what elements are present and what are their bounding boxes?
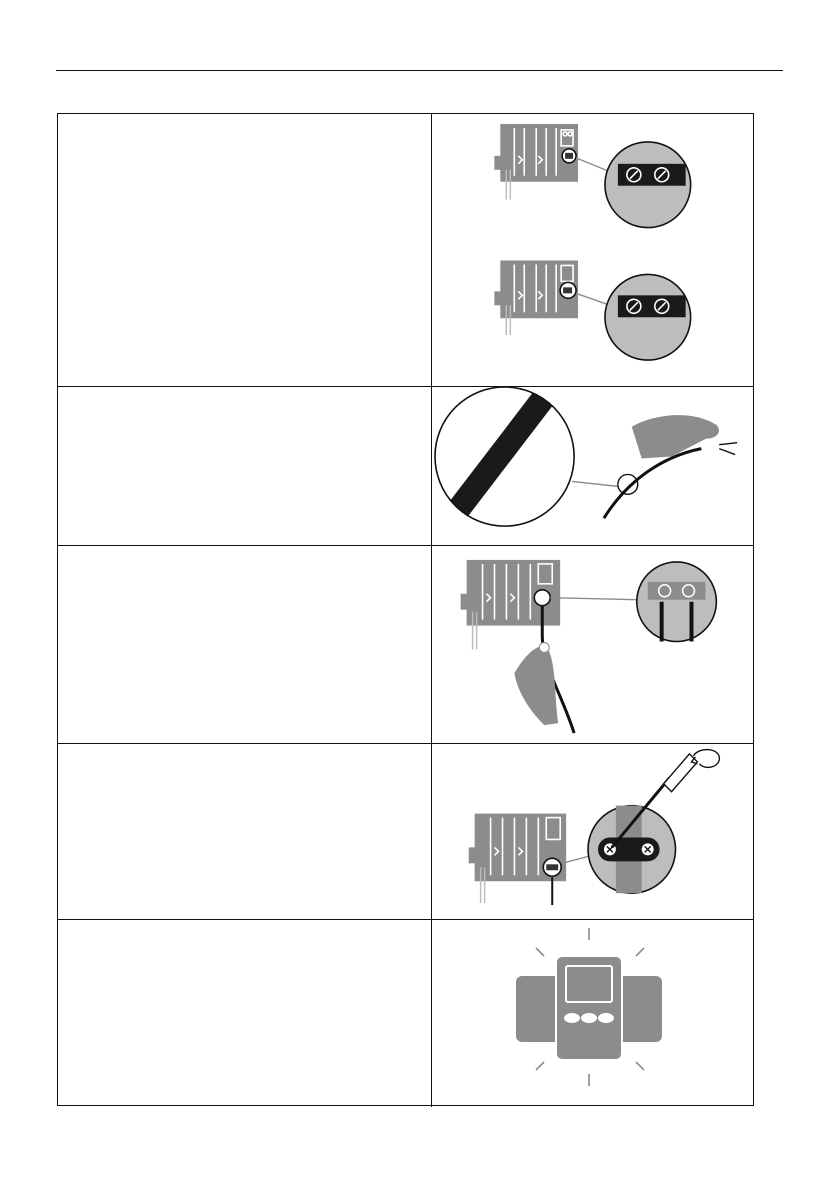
cable-strip-icon: [432, 387, 753, 545]
step-2-text: [58, 387, 432, 545]
device-light-up-icon: [432, 920, 753, 1107]
step-3-text: [58, 546, 432, 743]
step-5-text: [58, 920, 432, 1107]
tighten-screws-icon: [432, 744, 753, 919]
insert-wires-icon: [432, 546, 753, 743]
step-row-2: [58, 387, 753, 546]
instruction-table: [57, 113, 754, 1106]
top-rule: [56, 70, 783, 71]
step-row-1: [58, 114, 753, 387]
step-1-text: [58, 114, 432, 386]
terminal-block-detail-icon: [432, 114, 753, 386]
step-row-4: [58, 744, 753, 920]
step-row-5: [58, 920, 753, 1107]
step-4-text: [58, 744, 432, 919]
step-row-3: [58, 546, 753, 744]
